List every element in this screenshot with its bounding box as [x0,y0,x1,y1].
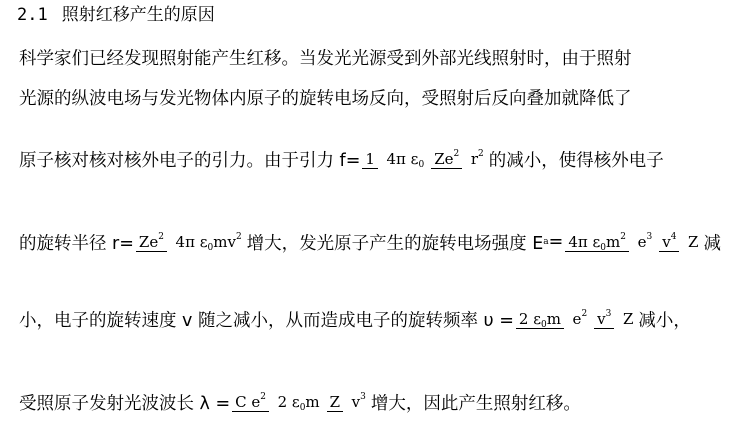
wavelength-frac1-numerator: C $e^2$ [232,393,269,412]
wavelength-frac2-numerator: Z [327,393,343,412]
force-frac1-numerator: 1 [362,150,378,169]
wavelength-fraction-1 [232,392,323,412]
wavelength-frac2-denominator: $v^3$ [351,392,366,411]
line-3-text-before: 原子核对核对核外电子的引力。由于引力 f= [19,150,361,171]
wavelength-frac1-denominator: 2 $\varepsilon_0m$ [277,393,320,413]
paragraph-line-4: 的旋转半径 r= Ze$^2$ 4π $\varepsilon_0mv^2$ 增大，发光原子产生的旋转电场强度 E a = 4π $\varepsilon_0m^2$ $e^3$ $v^4$ Z 减 [19,214,721,270]
wavelength-fraction-2 [327,392,369,412]
paragraph-line-2: 光源的纵波电场与发光物体内原子的旋转电场反向，受照射后反向叠加就降低了 [19,89,632,109]
field-frac1-numerator: 4π $\varepsilon_0m^2$ [565,233,629,252]
frequency-frac2-denominator: Z [622,310,634,328]
line-4-text-after: 增大，发光原子产生的旋转电场强度 E [246,233,544,254]
line-6-text-after: 增大，因此产生照射红移。 [370,393,581,414]
line-3-text-after: 的减小，使得核外电子 [488,150,664,171]
paragraph-line-6 [19,374,581,430]
force-fraction-2 [431,149,487,169]
frequency-frac2-numerator: $v^3$ [594,310,614,329]
field-frac2-denominator: Z [688,233,699,251]
force-frac1-denominator: 4π $\varepsilon_0$ [386,150,425,170]
line-5-text-after: 减小， [638,310,691,331]
field-frac2-numerator: $v^4$ [659,233,679,252]
paragraph-line-1: 科学家们已经发现照射能产生红移。当发光光源受到外部光线照射时，由于照射 [19,49,632,69]
line-4-equals: = [548,232,564,252]
paragraph-line-3 [19,131,664,187]
frequency-frac1-denominator: $e^2$ [572,309,588,328]
radius-numerator: Ze$^2$ [136,233,167,252]
force-fraction-1 [362,149,427,169]
paragraph-line-5 [19,291,691,347]
line-5-text-before: 小，电子的旋转速度 v 随之减小，从而造成电子的旋转频率 υ = [19,310,514,331]
frequency-frac1-numerator: 2 $\varepsilon_0m$ [516,310,564,329]
line-4-text-end: 减 [703,233,721,254]
field-frac1-denominator: $e^3$ [637,232,653,251]
radius-denominator: 4π $\varepsilon_0mv^2$ [175,232,242,253]
field-fraction-1 [565,232,655,252]
field-fraction-2 [659,232,701,252]
line-4-text-before: 的旋转半径 r= [19,233,134,254]
force-frac2-denominator: $r^2$ [470,149,484,168]
force-frac2-numerator: Ze$^2$ [431,150,462,169]
radius-fraction [136,232,245,252]
frequency-fraction-2 [594,309,636,329]
section-number: 2.1 [17,5,48,25]
section-heading [17,3,215,27]
section-title: 照射红移产生的原因 [61,5,215,25]
line-6-text-before: 受照原子发射光波波长 λ = [19,393,231,414]
frequency-fraction-1 [516,309,590,329]
